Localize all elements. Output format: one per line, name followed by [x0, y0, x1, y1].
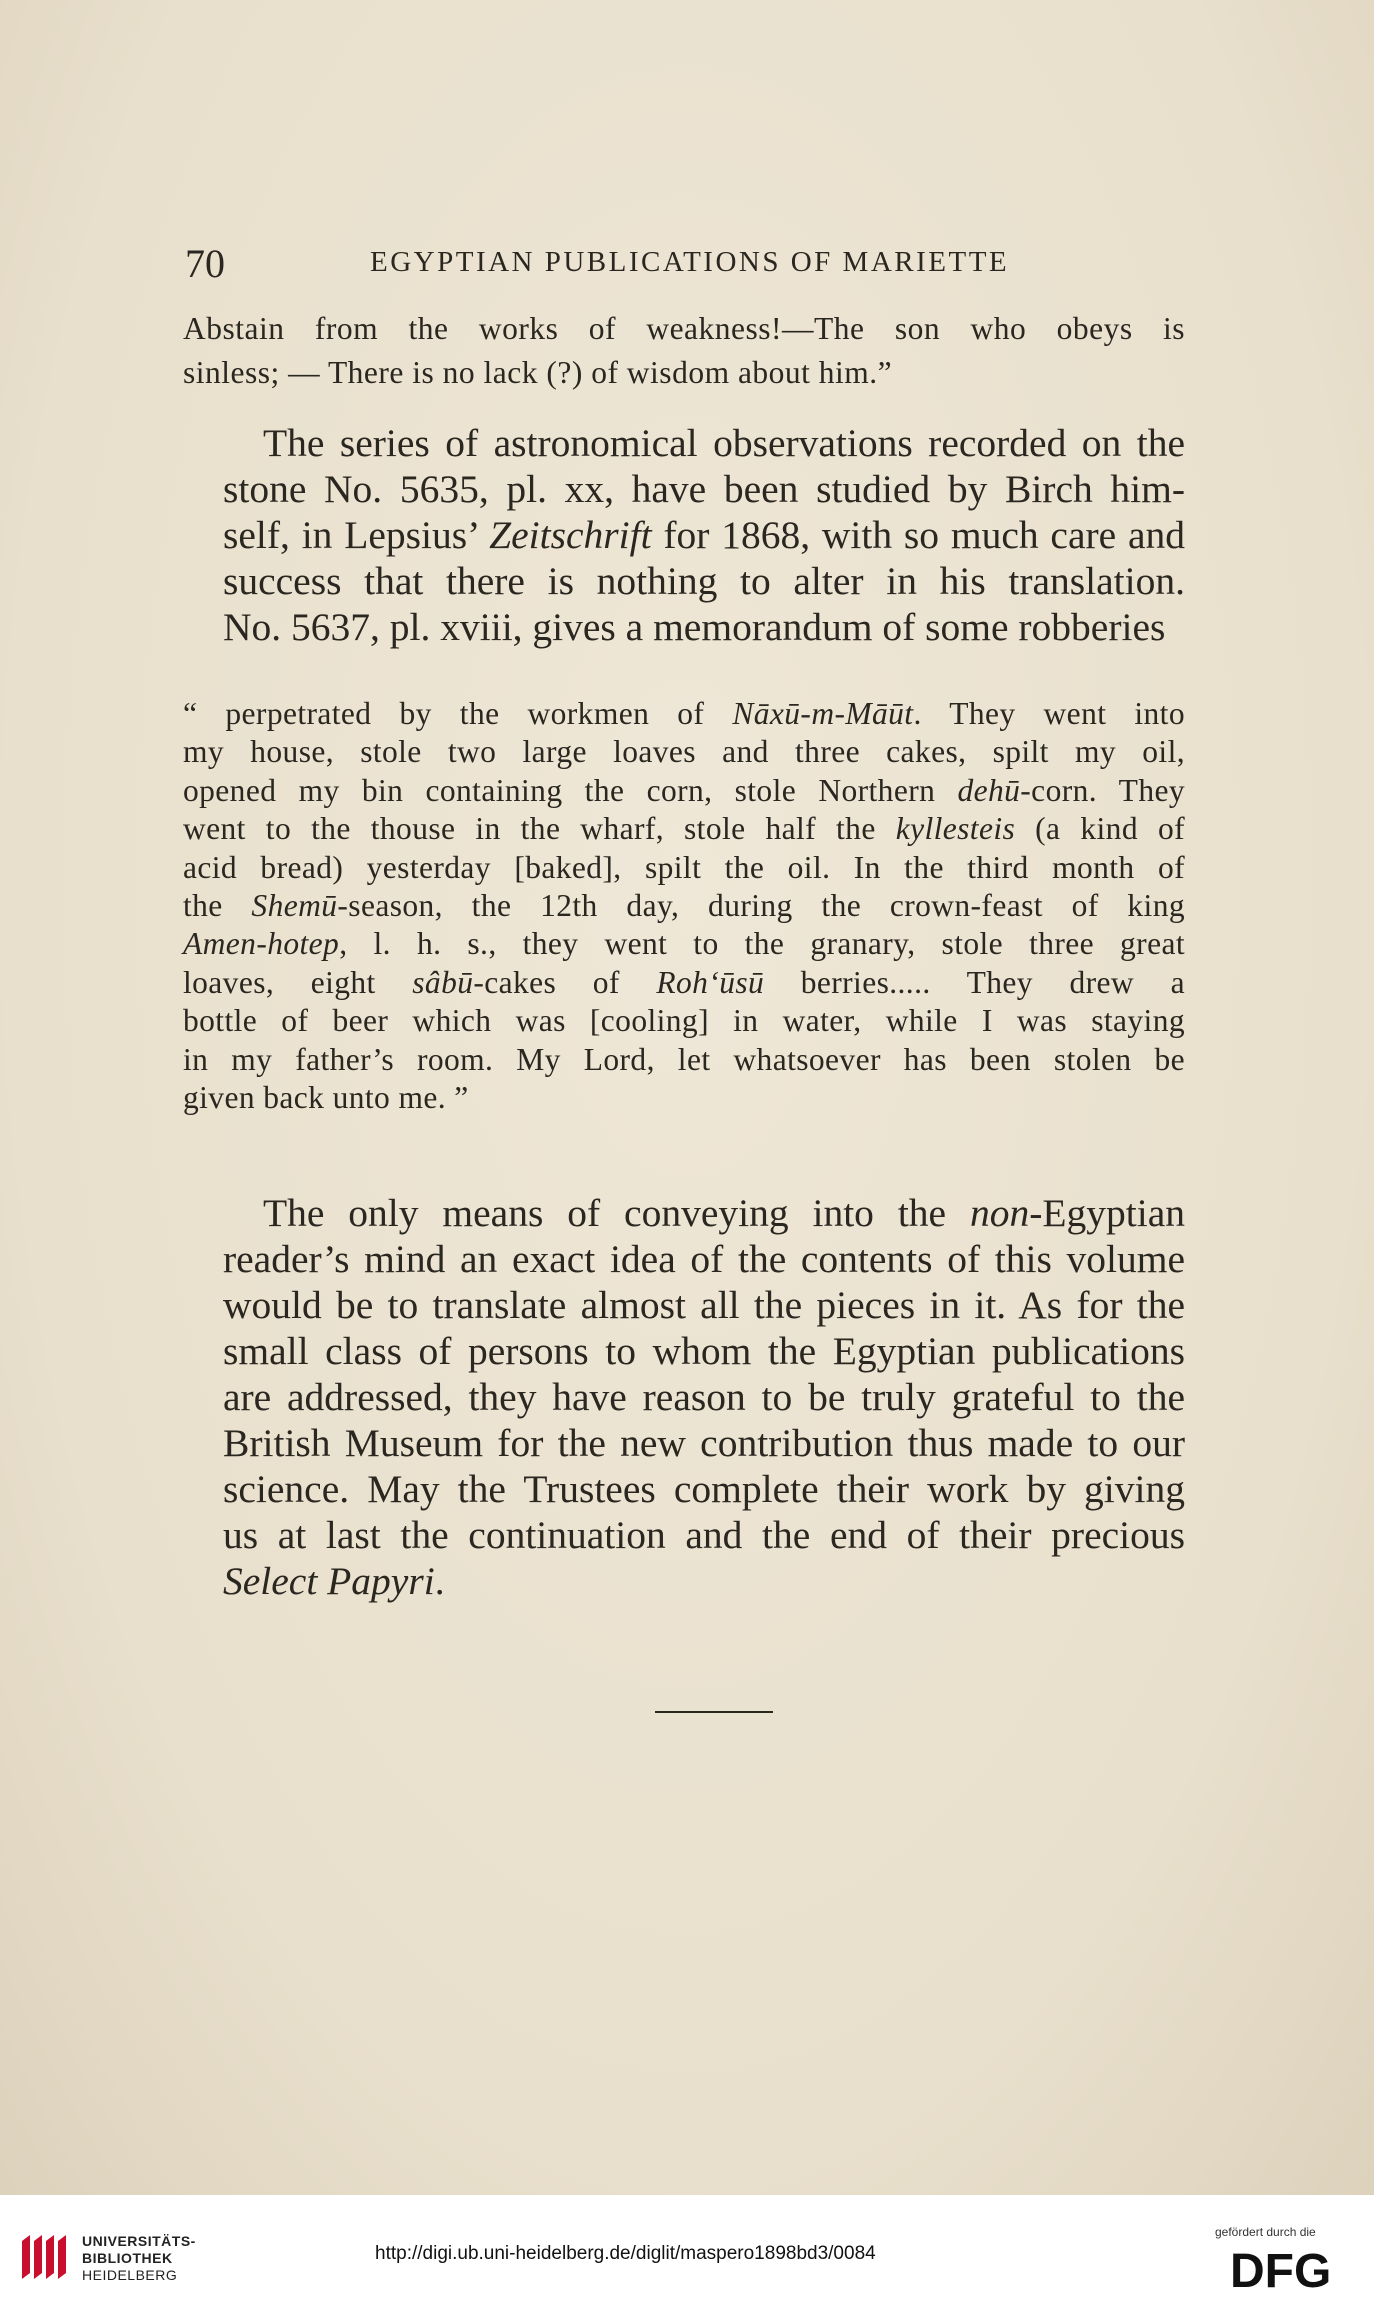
section-end-rule: [655, 1711, 773, 1713]
text-line: in my father’s room. My Lord, let whatsoever has been stolen be: [183, 1041, 1185, 1077]
text-line: British Museum for the new contribution thus made to our: [223, 1421, 1185, 1465]
italic-term: sâbū: [412, 964, 474, 1000]
text-line: The only means of conveying into the non-Egyptian: [263, 1191, 1185, 1235]
italic-term: Zeitschrift: [489, 513, 652, 557]
text-line: Amen-hotep, l. h. s., they went to the granary, stole three great: [183, 926, 1185, 962]
text-line: bottle of beer which was [cooling] in water, while I was staying: [183, 1003, 1185, 1039]
text-line: are addressed, they have reason to be truly grateful to the: [223, 1375, 1185, 1419]
text-line: the Shemū-season, the 12th day, during the crown-feast of king: [183, 888, 1185, 924]
text-line: The series of astronomical observations recorded on the: [263, 421, 1185, 465]
italic-term: Nāxū-m-Māūt: [732, 696, 914, 731]
running-head: [185, 240, 1185, 290]
permalink-url[interactable]: http://digi.ub.uni-heidelberg.de/diglit/maspero1898bd3/0084: [375, 2243, 876, 2264]
italic-term: dehū: [957, 772, 1021, 808]
text-line: success that there is nothing to alter in his translation.: [223, 559, 1185, 603]
text-line: my house, stole two large loaves and three cakes, spilt my oil,: [183, 734, 1185, 770]
svg-text:DFG: DFG: [1230, 2245, 1332, 2293]
italic-term: Select Papyri: [223, 1559, 435, 1603]
italic-term: Amen-hotep: [183, 926, 340, 962]
paragraph-astronomical: [183, 420, 1185, 650]
university-library-logo-icon: [14, 2227, 74, 2287]
text-line: loaves, eight sâbū-cakes of Roh‘ūsū berries..... They drew a: [183, 964, 1186, 1000]
italic-term: Roh‘ūsū: [656, 964, 765, 1000]
text-line: given back unto me. ”: [183, 1080, 469, 1116]
text-line: No. 5637, pl. xviii, gives a memorandum of some robberies: [223, 605, 1166, 649]
dfg-logo-icon: [1228, 2243, 1358, 2293]
dfg-caption: gefördert durch die: [1215, 2225, 1316, 2239]
quote-robberies: [183, 695, 1185, 1117]
text-line: stone No. 5635, pl. xx, have been studied by Birch him-: [223, 467, 1185, 511]
text-line: acid bread) yesterday [baked], spilt the oil. In the third month of: [183, 849, 1185, 885]
text-line: us at last the continuation and the end of their precious: [223, 1513, 1185, 1557]
footer-bar: [0, 2195, 1374, 2312]
text-line: science. May the Trustees complete their work by giving: [223, 1467, 1185, 1511]
text-line: small class of persons to whom the Egyptian publications: [223, 1329, 1185, 1373]
text-line: “ perpetrated by the workmen of Nāxū-m-Māūt. They went into: [183, 696, 1185, 731]
quote-continuation: [183, 307, 1185, 395]
text-line: reader’s mind an exact idea of the contents of this volume: [223, 1237, 1185, 1281]
library-name: UNIVERSITÄTS- BIBLIOTHEK HEIDELBERG: [82, 2233, 196, 2283]
italic-term: kyllesteis: [895, 811, 1016, 847]
running-head-title: EGYPTIAN PUBLICATIONS OF MARIETTE: [370, 246, 1010, 278]
text-line: Abstain from the works of weakness!—The son who obeys is: [183, 311, 1185, 346]
italic-term: non: [969, 1191, 1030, 1235]
text-line: sinless; — There is no lack (?) of wisdom about him.”: [183, 355, 893, 390]
italic-term: Shemū: [251, 888, 338, 924]
text-line: opened my bin containing the corn, stole Northern dehū-corn. They: [183, 772, 1185, 808]
text-line: self, in Lepsius’ Zeitschrift for 1868, with so much care and: [223, 513, 1186, 557]
paragraph-conclusion: [183, 1190, 1185, 1604]
text-line: Select Papyri.: [223, 1559, 445, 1603]
text-line: went to the thouse in the wharf, stole half the kyllesteis (a kind of: [183, 811, 1185, 847]
text-line: would be to translate almost all the pieces in it. As for the: [223, 1283, 1185, 1327]
page-number: 70: [185, 241, 225, 286]
